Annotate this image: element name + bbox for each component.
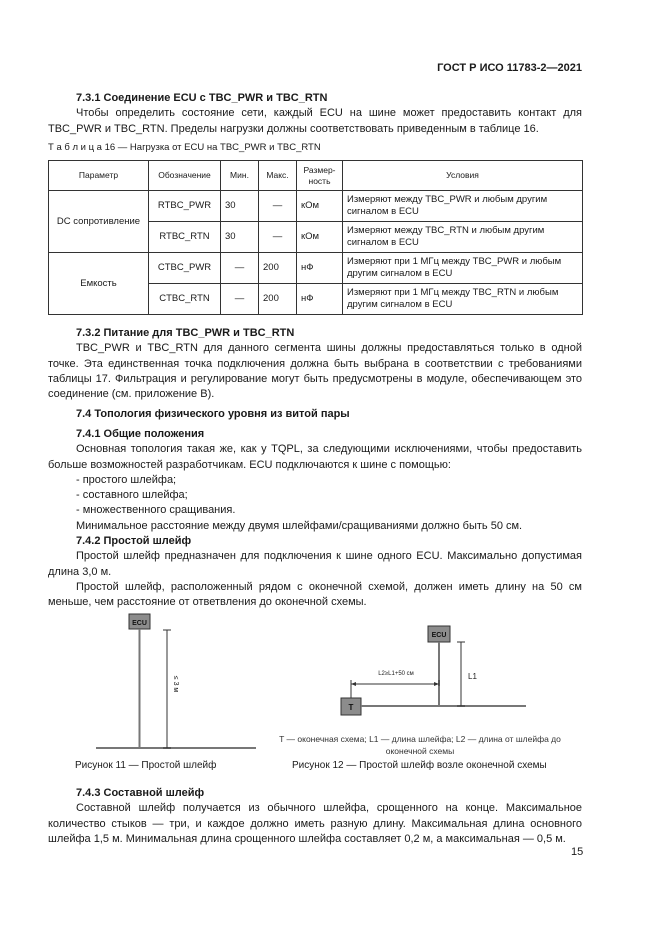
terminator-label: T — [348, 703, 354, 712]
section-heading: 7.3.1 Соединение ECU с TBC_PWR и TBC_RTN — [76, 92, 328, 104]
standard-header: ГОСТ Р ИСО 11783-2—2021 — [437, 62, 582, 74]
page-number: 15 — [571, 846, 584, 858]
section-heading: 7.4.1 Общие положения — [76, 428, 205, 440]
table-cell: — — [221, 284, 259, 315]
table-cell: 200 — [259, 284, 297, 315]
section-7-3-2 — [48, 326, 582, 402]
table-header-row — [49, 161, 583, 191]
table-cell: — — [221, 253, 259, 284]
l2-label: L2≥L1+50 см — [378, 671, 414, 677]
section-7-4-3 — [48, 786, 582, 847]
ecu-label: ECU — [132, 620, 147, 627]
table-cell: 30 — [221, 191, 259, 222]
stub-near-terminator-diagram — [330, 618, 530, 718]
section-heading: 7.4.2 Простой шлейф — [76, 535, 192, 548]
table-cell: CTBC_RTN — [149, 284, 221, 315]
paragraph: Простой шлейф предназначен для подключения к шине одного ECU. Максимально допустимая длина 3,0 м. — [48, 550, 582, 578]
table-cell: RTBC_PWR — [149, 191, 221, 222]
paragraph: Основная топология такая же, как у TQPL, за следующими исключениями, чтобы предоставить больше возможностей разработчикам. ECU подключаются к шине с помощью: — [48, 443, 582, 471]
table-cell: нФ — [297, 284, 343, 315]
column-header: Обозначение — [149, 161, 221, 191]
table-cell: кОм — [297, 191, 343, 222]
table-cell: нФ — [297, 253, 343, 284]
section-7-4 — [48, 407, 582, 422]
section-heading: 7.4.3 Составной шлейф — [76, 787, 205, 799]
section-7-4-1 — [48, 427, 582, 611]
figure-12-legend: T — оконечная схема; L1 — длина шлейфа; L2 — длина от шлейфа до оконечной схемы — [279, 734, 561, 756]
list-item: - составного шлейфа; — [76, 489, 188, 502]
table-cell: Измеряют при 1 МГц между TBC_RTN и любым другим сигналом в ECU — [343, 284, 583, 315]
figure-12 — [330, 618, 530, 718]
paragraph: Составной шлейф получается из обычного шлейфа, срощенного на конце. Максимальное количество стыков — три, и каждое должно иметь разную длину. Максимальная длина основного шлейфа 1,5 м. Минимальная длина срощенного шлейфа составляет 0,2 м, а максимальная — 0,5 м. — [48, 802, 582, 845]
table-cell: Измеряют при 1 МГц между TBC_PWR и любым другим сигналом в ECU — [343, 253, 583, 284]
table-row — [49, 191, 583, 222]
table-cell: Измеряют между TBC_RTN и любым другим сигналом в ECU — [343, 222, 583, 253]
list-item: - множественного сращивания. — [76, 504, 236, 517]
table-row — [49, 253, 583, 284]
column-header: Параметр — [49, 161, 149, 191]
paragraph: Чтобы определить состояние сети, каждый ECU на шине может предоставить контакт для TBC_PWR и TBC_RTN. Пределы нагрузки должны соответствовать приведенным в таблице 16. — [48, 107, 582, 135]
stub-length-label: ≤ 3 м — [172, 675, 179, 693]
list-item: - простого шлейфа; — [76, 473, 177, 486]
paragraph: Минимальное расстояние между двумя шлейфами/сращиваниями должно быть 50 см. — [76, 519, 523, 532]
figure-11 — [90, 610, 260, 755]
table-cell: Измеряют между TBC_PWR и любым другим сигналом в ECU — [343, 191, 583, 222]
load-table — [48, 160, 583, 315]
paragraph: TBC_PWR и TBC_RTN для данного сегмента шины должны предоставляться только в одной точке. Эта единственная точка подключения должна быть выбрана в соответствии с требованиями таблицы 17. Фильтрация и регулирование могут быть предусмотрены в модуле, обеспечивающем это соединение (см. приложение B). — [48, 342, 582, 401]
section-heading: 7.4 Топология физического уровня из витой пары — [76, 408, 350, 420]
table-caption: Т а б л и ц а 16 — Нагрузка от ECU на TBC_PWR и TBC_RTN — [48, 142, 321, 153]
paragraph: Простой шлейф, расположенный рядом с оконечной схемой, должен иметь длину на 50 см меньше, чем расстояние от ответвления до оконечной схемы. — [48, 580, 582, 609]
column-header: Условия — [343, 161, 583, 191]
column-header: Макс. — [259, 161, 297, 191]
table-cell: — — [259, 191, 297, 222]
simple-stub-diagram — [90, 610, 260, 755]
section-7-3-1 — [48, 91, 582, 137]
parameter-cell: Емкость — [49, 253, 149, 315]
section-heading: 7.3.2 Питание для TBC_PWR и TBC_RTN — [76, 327, 295, 339]
table-cell: 200 — [259, 253, 297, 284]
table-cell: 30 — [221, 222, 259, 253]
ecu-label: ECU — [431, 632, 447, 639]
table-cell: RTBC_RTN — [149, 222, 221, 253]
figure-12-caption: Рисунок 12 — Простой шлейф возле оконечной схемы — [292, 760, 547, 771]
figure-11-caption: Рисунок 11 — Простой шлейф — [75, 760, 217, 771]
table-cell: кОм — [297, 222, 343, 253]
table-cell: CTBC_PWR — [149, 253, 221, 284]
column-header: Размер-ность — [297, 161, 343, 191]
parameter-cell: DC сопротивление — [49, 191, 149, 253]
column-header: Мин. — [221, 161, 259, 191]
table-cell: — — [259, 222, 297, 253]
l1-label: L1 — [468, 672, 477, 681]
